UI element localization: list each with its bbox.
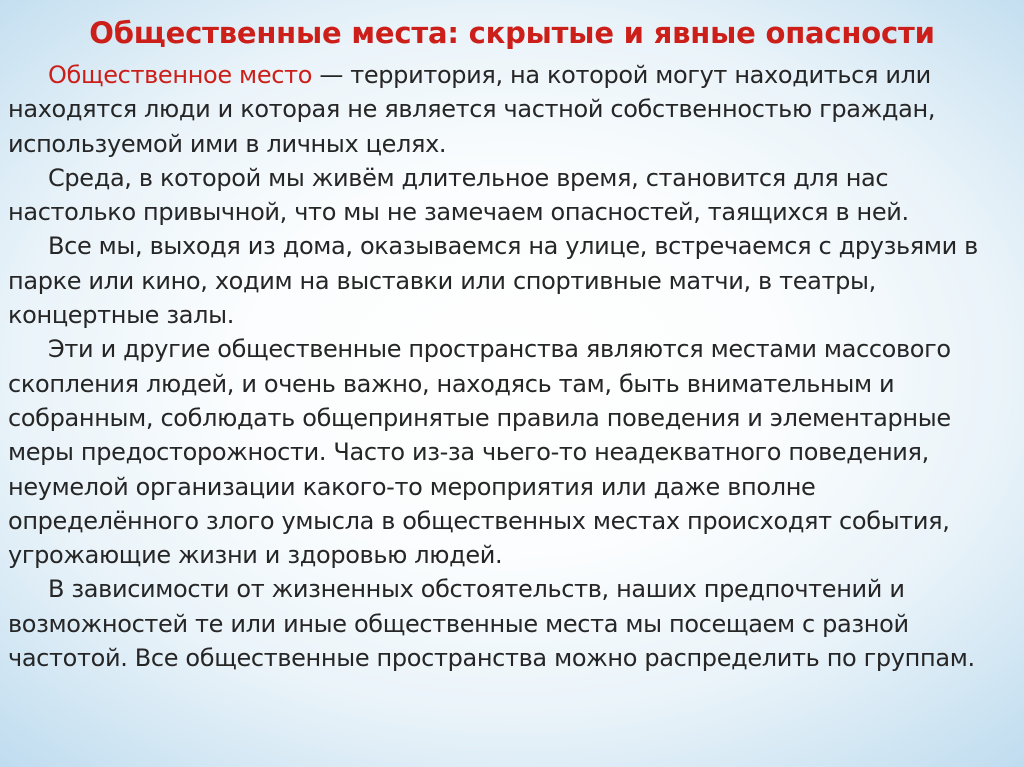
- paragraph-groups: В зависимости от жизненных обстоятельств, наших предпочтений и возможностей те или иные общественные места мы посещаем с разной частотой. Все общественные пространства можно распределить по группам.: [8, 575, 975, 673]
- definition-text: — территория, на которой могут находиться или находятся люди и которая не является частной собственностью граждан, используемой ими в личных целях.: [8, 61, 936, 158]
- paragraph-mass-gatherings: Эти и другие общественные пространства являются местами массового скопления людей, и очень важно, находясь там, быть внимательным и собранным, соблюдать общепринятые правила поведения и элементарные меры предосторожности. Часто из-за чьего-то неадекватного поведения, неумелой организации какого-то мероприятия или даже вполне определённого злого умысла в общественных местах происходят события, угрожающие жизни и здоровью людей.: [8, 335, 951, 570]
- defined-term: Общественное место: [48, 61, 313, 89]
- paragraph-definition: [8, 58, 1012, 161]
- paragraph-environment: Среда, в которой мы живём длительное время, становится для нас настолько привычной, что мы не замечаем опасностей, таящихся в ней.: [8, 163, 909, 227]
- slide-title: Общественные места: скрытые и явные опасности: [89, 16, 935, 50]
- slide-body: [8, 58, 1012, 675]
- paragraph-everyday-places: Все мы, выходя из дома, оказываемся на улице, встречаемся с друзьями в парке или кино, ходим на выставки или спортивные матчи, в театры, концертные залы.: [8, 232, 978, 330]
